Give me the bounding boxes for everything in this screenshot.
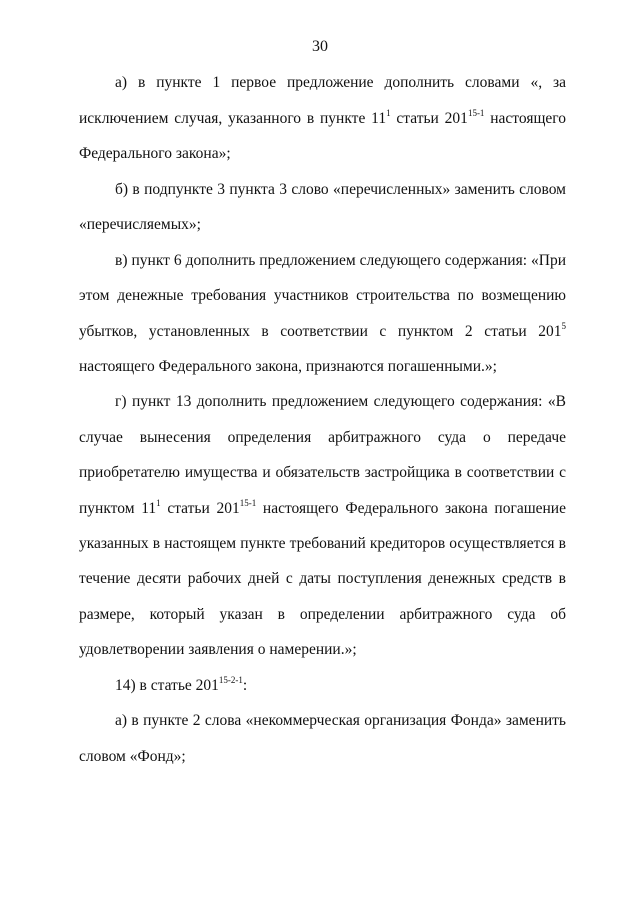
text-line: исключением случая, указанного в пункте $11^1$ статьи 201$^{15-1}$ настоящего xyxy=(79,108,566,127)
text-line: размере, который указан в определении арбитражного суда об xyxy=(79,606,566,623)
text-line: а) в пункте 2 слова «некоммерческая организация Фонда» заменить xyxy=(115,712,566,729)
text-line: а) в пункте 1 первое предложение дополнить словами «, за xyxy=(115,74,566,91)
text-line: настоящего Федерального закона, признаются погашенными.»; xyxy=(79,358,497,375)
text-line: убытков, установленных в соответствии с пунктом 2 статьи $201^5$ xyxy=(79,321,566,340)
text-line: приобретателю имущества и обязательств застройщика в соответствии с xyxy=(79,464,566,481)
text-line: «перечисляемых»; xyxy=(79,216,201,233)
text-line: пунктом $11^1$ статьи 201$^{15-1}$ настоящего Федерального закона погашение xyxy=(79,498,566,517)
text-line: 14) в статье 201$^{15-2-1}$: xyxy=(115,675,248,694)
text-line: удовлетворении заявления о намерении.»; xyxy=(79,641,357,658)
text-line: случае вынесения определения арбитражного суда о передаче xyxy=(79,429,566,446)
text-line: указанных в настоящем пункте требований кредиторов осуществляется в xyxy=(79,535,566,552)
text-line: в) пункт 6 дополнить предложением следующего содержания: «При xyxy=(115,252,566,269)
text-line: словом «Фонд»; xyxy=(79,748,186,765)
text-line: Федерального закона»; xyxy=(79,145,231,162)
text-line: б) в подпункте 3 пункта 3 слово «перечисленных» заменить словом xyxy=(115,181,566,198)
text-line: г) пункт 13 дополнить предложением следующего содержания: «В xyxy=(115,393,566,410)
text-line: этом денежные требования участников строительства по возмещению xyxy=(79,287,566,304)
page-number: 30 xyxy=(312,38,328,55)
text-line: течение десяти рабочих дней с даты поступления денежных средств в xyxy=(79,570,566,587)
